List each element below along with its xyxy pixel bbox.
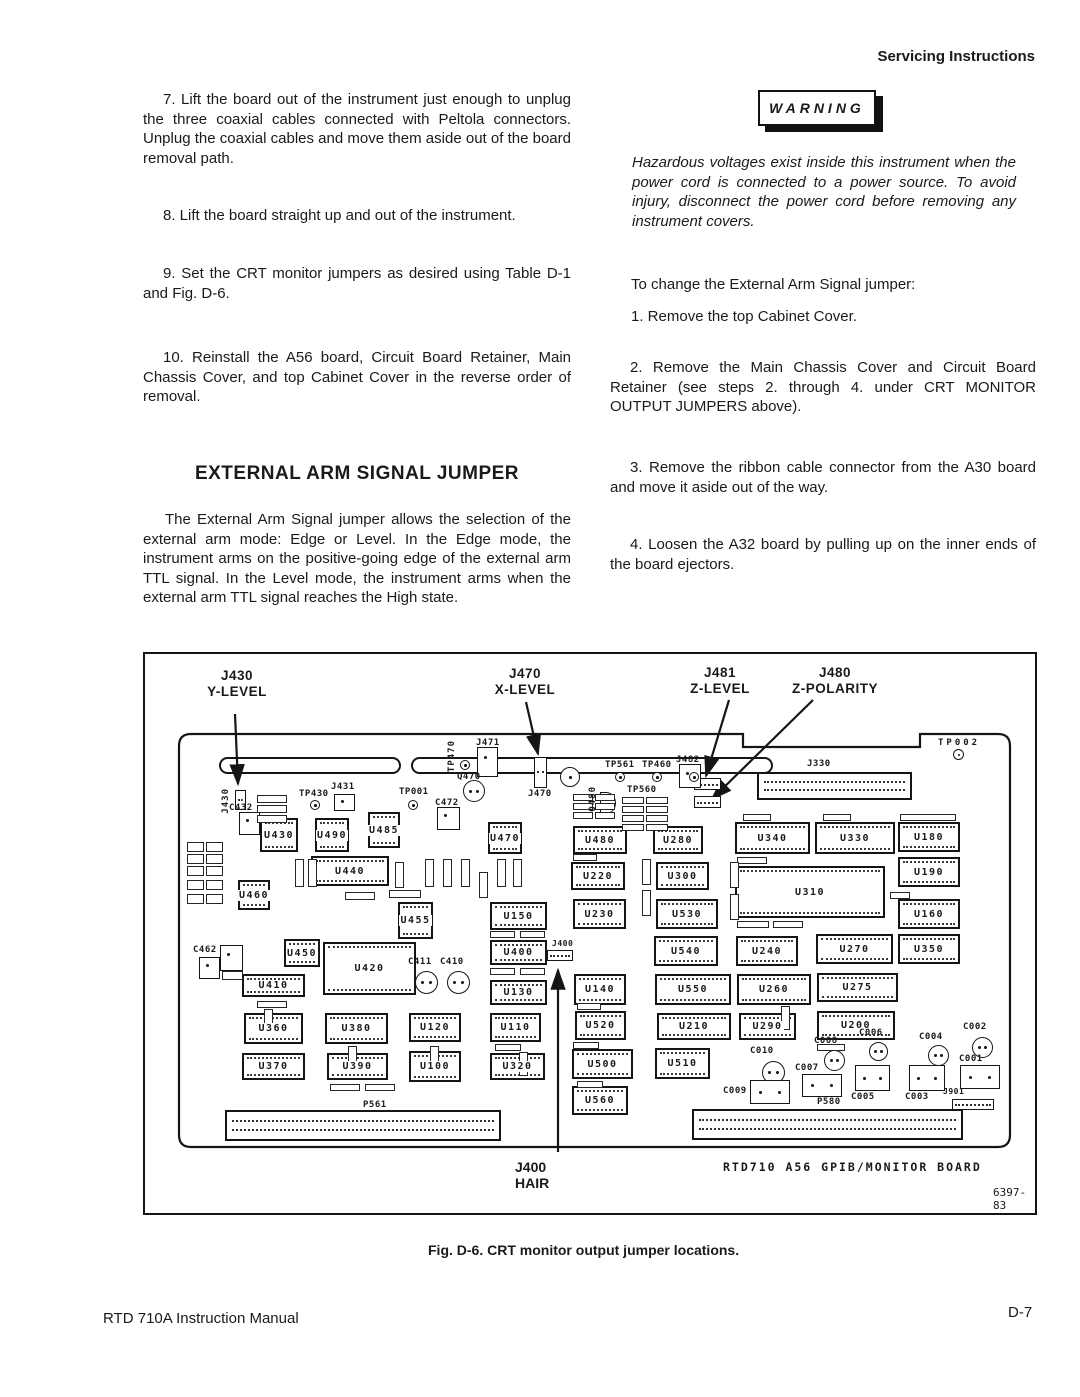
board-part xyxy=(573,812,593,819)
board-part xyxy=(257,805,287,813)
board-label-j470: J470 xyxy=(528,789,552,799)
section-heading: EXTERNAL ARM SIGNAL JUMPER xyxy=(194,463,520,484)
board-part xyxy=(308,859,317,887)
board-component-u180: U180 xyxy=(898,822,960,852)
board-component-p580 xyxy=(692,1109,963,1140)
board-component-c001 xyxy=(960,1065,1000,1089)
page-header: Servicing Instructions xyxy=(877,48,1035,65)
hair-callout-line2: HAIR xyxy=(515,1175,550,1191)
board-label-j471: J471 xyxy=(476,738,500,748)
board-component-u400: U400 xyxy=(490,940,547,965)
board-component-q470 xyxy=(463,780,485,802)
board-component-u500: U500 xyxy=(572,1049,633,1079)
board-label-j431: J431 xyxy=(331,782,355,792)
board-part xyxy=(479,872,488,898)
footer-manual-title: RTD 710A Instruction Manual xyxy=(103,1310,299,1327)
board-part xyxy=(365,1084,395,1091)
board-label-tp001: TP001 xyxy=(399,787,429,797)
figure-board xyxy=(143,652,1037,1215)
callout-signal: Y-LEVEL xyxy=(207,683,267,699)
board-part xyxy=(520,931,545,938)
board-label-c009: C009 xyxy=(723,1086,747,1096)
board-component-u150: U150 xyxy=(490,902,547,930)
callout-j481 xyxy=(675,665,765,696)
board-part xyxy=(206,866,223,876)
board-component-u460: U460 xyxy=(238,880,270,910)
warning-text: Hazardous voltages exist inside this instrument when the power cord is connected to a power source. To avoid injury, disconnect the power cord before removing any instrument covers. xyxy=(632,154,1016,230)
board-component-u270: U270 xyxy=(816,934,893,964)
board-label-j400: J400 xyxy=(552,939,574,948)
board-part xyxy=(187,866,204,876)
board-component-u490: U490 xyxy=(315,818,349,852)
board-component-u200: U200 xyxy=(817,1011,895,1040)
board-component-c008 xyxy=(824,1050,845,1071)
board-component-u130: U130 xyxy=(490,980,547,1005)
board-part xyxy=(497,859,506,887)
footer-page-number: D-7 xyxy=(1008,1304,1033,1321)
board-part xyxy=(577,1081,603,1088)
board-part xyxy=(345,892,375,900)
board-part xyxy=(743,814,771,821)
board-component-u440: U440 xyxy=(311,856,389,886)
board-part xyxy=(823,814,851,821)
board-part xyxy=(395,862,404,888)
board-part xyxy=(773,921,803,928)
board-part xyxy=(389,890,421,898)
board-component-tp430 xyxy=(310,800,320,810)
warning-box xyxy=(758,90,876,126)
board-part xyxy=(490,931,515,938)
step-4-paragraph: 4. Loosen the A32 board by pulling up on the inner ends of the board ejectors. xyxy=(610,536,1036,573)
board-component-u160: U160 xyxy=(898,899,960,929)
board-component-u330: U330 xyxy=(815,822,895,854)
board-part xyxy=(646,806,668,813)
board-component-u480: U480 xyxy=(573,826,627,854)
board-label-j482: J482 xyxy=(676,755,700,765)
board-component-tp001 xyxy=(408,800,418,810)
board-label-tp430: TP430 xyxy=(299,789,329,799)
board-component-j330 xyxy=(757,772,912,800)
board-label-c004: C004 xyxy=(919,1032,943,1042)
board-label-j330: J330 xyxy=(807,759,831,769)
board-part xyxy=(646,797,668,804)
board-component-tp002 xyxy=(953,749,964,760)
board-component-tp561 xyxy=(615,772,625,782)
board-component-u550: U550 xyxy=(655,974,731,1005)
step-7-paragraph: 7. Lift the board out of the instrument just enough to unplug the three coaxial cables connected with Peltola connectors. Unplug the coaxial cables and move them aside out of the board removal path. xyxy=(143,91,571,167)
board-part xyxy=(206,842,223,852)
board-component-u220: U220 xyxy=(571,862,625,890)
step-8-paragraph: 8. Lift the board straight up and out of the instrument. xyxy=(163,207,516,224)
board-label-c410: C410 xyxy=(440,957,464,967)
board-label-tp002: TP002 xyxy=(938,738,981,748)
board-label-q480: Q480 xyxy=(588,786,598,812)
board-part xyxy=(295,859,304,887)
board-label-c008: C008 xyxy=(814,1036,838,1046)
board-part xyxy=(257,1001,287,1008)
board-label-tp561: TP561 xyxy=(605,760,635,770)
board-component-u140: U140 xyxy=(574,974,626,1005)
board-part xyxy=(187,894,204,904)
board-component-j400 xyxy=(547,950,573,961)
board-component-u410: U410 xyxy=(242,974,305,997)
board-part xyxy=(646,815,668,822)
board-part xyxy=(622,824,644,831)
board-component-u350: U350 xyxy=(898,934,960,964)
callout-j480 xyxy=(783,665,887,696)
board-part xyxy=(461,859,470,887)
board-component-u310: U310 xyxy=(735,866,885,918)
board-component-c007 xyxy=(802,1074,842,1097)
board-layer xyxy=(145,654,1035,1213)
board-part xyxy=(642,890,651,916)
callout-j470 xyxy=(480,666,570,697)
board-part xyxy=(187,880,204,890)
board-part xyxy=(622,815,644,822)
callout-signal: X-LEVEL xyxy=(494,681,556,697)
board-component-u100: U100 xyxy=(409,1051,461,1082)
board-part xyxy=(573,854,597,861)
board-label-c002: C002 xyxy=(963,1022,987,1032)
board-part xyxy=(222,971,243,980)
board-part xyxy=(490,968,515,975)
step-1-paragraph: 1. Remove the top Cabinet Cover. xyxy=(631,308,857,325)
board-component-j480 xyxy=(694,796,721,808)
board-label-p580: P580 xyxy=(817,1097,841,1107)
board-component-q471 xyxy=(560,767,580,787)
board-component-u430: U430 xyxy=(260,818,298,852)
board-label-j901: J901 xyxy=(943,1087,965,1096)
board-part xyxy=(900,814,956,821)
step-9-paragraph: 9. Set the CRT monitor jumpers as desired using Table D-1 and Fig. D-6. xyxy=(143,265,571,302)
board-component-u530: U530 xyxy=(656,899,718,929)
board-label-c001: C001 xyxy=(959,1054,983,1064)
change-intro: To change the External Arm Signal jumper: xyxy=(631,276,916,293)
board-part xyxy=(206,854,223,864)
board-component-u510: U510 xyxy=(655,1048,710,1079)
board-component-u210: U210 xyxy=(657,1013,731,1040)
board-component-u240: U240 xyxy=(736,936,798,966)
board-label-tp470: TP470 xyxy=(447,740,457,773)
callout-signal: Z-POLARITY xyxy=(792,680,878,696)
board-label-c007: C007 xyxy=(795,1063,819,1073)
board-component-u370: U370 xyxy=(242,1053,305,1080)
board-part xyxy=(730,862,739,888)
callout-ref: J481 xyxy=(703,665,737,680)
board-label-p561: P561 xyxy=(363,1100,387,1110)
board-part xyxy=(495,1044,521,1051)
board-part xyxy=(595,812,615,819)
board-component-u320: U320 xyxy=(490,1053,545,1080)
board-component-u230: U230 xyxy=(573,899,626,929)
board-component xyxy=(220,945,243,971)
board-part xyxy=(425,859,434,887)
board-part xyxy=(187,842,204,852)
board-label-c010: C010 xyxy=(750,1046,774,1056)
board-part xyxy=(577,1003,601,1010)
board-component-u280: U280 xyxy=(653,826,703,854)
board-part xyxy=(573,1042,599,1049)
board-component-u420: U420 xyxy=(323,942,416,995)
board-part xyxy=(730,894,739,920)
board-part xyxy=(257,815,287,823)
board-component-c005 xyxy=(855,1065,890,1091)
board-component-c462 xyxy=(199,957,220,979)
board-component-u485: U485 xyxy=(368,812,400,848)
board-part xyxy=(520,968,545,975)
board-label-tp560: TP560 xyxy=(627,785,657,795)
board-component-u390: U390 xyxy=(327,1053,388,1080)
board-component-j431 xyxy=(334,794,355,811)
board-component-tp560 xyxy=(689,772,699,782)
board-label-c005: C005 xyxy=(851,1092,875,1102)
board-component-c006 xyxy=(869,1042,888,1061)
callout-j430 xyxy=(192,668,282,699)
board-component-c411 xyxy=(415,971,438,994)
board-part xyxy=(187,854,204,864)
callout-signal: Z-LEVEL xyxy=(690,680,750,696)
board-component-u455: U455 xyxy=(398,902,433,939)
board-name: RTD710 A56 GPIB/MONITOR BOARD xyxy=(723,1160,982,1174)
board-part xyxy=(595,803,615,810)
board-part xyxy=(257,795,287,803)
board-component-u360: U360 xyxy=(244,1013,303,1044)
board-part xyxy=(622,806,644,813)
board-part xyxy=(622,797,644,804)
board-label-tp460: TP460 xyxy=(642,760,672,770)
step-2-paragraph: 2. Remove the Main Chassis Cover and Circuit Board Retainer (see steps 2. through 4. under CRT MONITOR OUTPUT JUMPERS above). xyxy=(610,359,1036,415)
board-component-u520: U520 xyxy=(575,1011,626,1040)
callout-ref: J480 xyxy=(818,665,852,680)
board-label-q470: Q470 xyxy=(457,772,481,782)
board-component-c410 xyxy=(447,971,470,994)
board-part xyxy=(737,857,767,864)
board-label-c411: C411 xyxy=(408,957,432,967)
board-label-j430: J430 xyxy=(221,788,231,814)
board-component-j470 xyxy=(534,757,547,788)
board-component-u300: U300 xyxy=(656,862,709,890)
board-label-c472: C472 xyxy=(435,798,459,808)
board-component-tp470 xyxy=(460,760,470,770)
hair-callout-line1: J400 xyxy=(515,1159,547,1175)
board-part xyxy=(890,892,910,899)
callout-ref: J470 xyxy=(508,666,542,681)
figure-caption: Fig. D-6. CRT monitor output jumper locations. xyxy=(428,1242,740,1258)
board-part xyxy=(330,1084,360,1091)
board-component-u290: U290 xyxy=(739,1013,796,1040)
board-part xyxy=(642,859,651,885)
figure-part-number: 6397-83 xyxy=(993,1186,1027,1212)
board-component-u275: U275 xyxy=(817,973,898,1002)
board-component-u190: U190 xyxy=(898,857,960,887)
board-part xyxy=(513,859,522,887)
board-component-p561 xyxy=(225,1110,501,1141)
board-component-u120: U120 xyxy=(409,1013,461,1042)
board-label-c003: C003 xyxy=(905,1092,929,1102)
board-component-u340: U340 xyxy=(735,822,810,854)
board-label-c006: C006 xyxy=(859,1028,883,1038)
board-component-u380: U380 xyxy=(325,1013,388,1044)
callout-ref: J430 xyxy=(220,668,254,683)
warning-label: WARNING xyxy=(769,100,865,116)
board-component-c003 xyxy=(909,1065,945,1091)
hair-callout xyxy=(515,1159,549,1191)
board-component-tp460 xyxy=(652,772,662,782)
board-label-c432: C432 xyxy=(229,803,253,813)
section-intro-paragraph: The External Arm Signal jumper allows the selection of the external arm mode: Edge or Level. In the Edge mode, the instrument arms on the positive-going edge of the external arm TTL signal. In the Level mode, the instrument arms when the external arm TTL signal reaches the High state. xyxy=(143,511,571,606)
board-component-u560: U560 xyxy=(572,1086,628,1115)
step-10-paragraph: 10. Reinstall the A56 board, Circuit Board Retainer, Main Chassis Cover, and top Cabinet Cover in the reverse order of removal. xyxy=(143,349,571,405)
board-component-u260: U260 xyxy=(737,974,811,1005)
board-part xyxy=(595,794,615,801)
board-part xyxy=(206,880,223,890)
board-part xyxy=(646,824,668,831)
board-component-u540: U540 xyxy=(654,936,718,966)
board-part xyxy=(206,894,223,904)
board-component-c472 xyxy=(437,807,460,830)
board-component-u110: U110 xyxy=(490,1013,541,1042)
step-3-paragraph: 3. Remove the ribbon cable connector from the A30 board and move it aside out of the way. xyxy=(610,459,1036,496)
board-component-c004 xyxy=(928,1045,949,1066)
board-component-u450: U450 xyxy=(284,939,320,967)
board-part xyxy=(737,921,769,928)
board-component-u470: U470 xyxy=(488,822,522,854)
board-component-c009 xyxy=(750,1080,790,1104)
board-label-c462: C462 xyxy=(193,945,217,955)
board-part xyxy=(443,859,452,887)
